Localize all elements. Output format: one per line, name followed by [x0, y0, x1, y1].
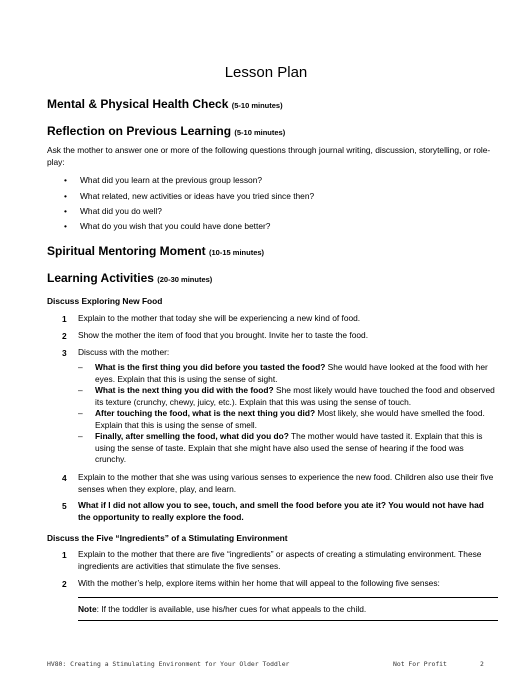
- ingredients-subheading: Discuss the Five “Ingredients” of a Stimulating Environment: [47, 533, 288, 543]
- list-number: 2: [62, 331, 67, 341]
- heading-text: Spiritual Mentoring Moment: [47, 244, 206, 258]
- reflection-bullet: • What related, new activities or ideas have you tried since then?: [80, 190, 314, 202]
- reflection-bullet: • What did you do well?: [80, 205, 162, 217]
- note-label: Note: [78, 604, 97, 614]
- heading-text: Reflection on Previous Learning: [47, 124, 232, 138]
- list-number: 5: [62, 501, 67, 511]
- note-divider-bottom: [78, 620, 498, 621]
- discussion-answer: She would have looked at the food with her eyes. Explain that this is using the sense of sight.: [95, 362, 488, 384]
- duration: (5-10 minutes): [234, 128, 286, 137]
- spiritual-heading: [47, 244, 264, 258]
- discussion-question: What is the first thing you did before you tasted the food?: [95, 362, 326, 372]
- duration: (20-30 minutes): [157, 275, 213, 284]
- list-number: 1: [62, 314, 67, 324]
- reflection-intro: Ask the mother to answer one or more of the following questions through journal writing, discussion, storytelling, or role-play:: [47, 145, 491, 167]
- discussion-question: Finally, after smelling the food, what did you do?: [95, 431, 289, 441]
- list-item: Explain to the mother that she was using various senses to experience the new food. Children also use their five senses when they explore, play, and learn.: [78, 472, 494, 494]
- dash-marker: –: [78, 431, 83, 441]
- list-number: 1: [62, 550, 67, 560]
- page-title: Lesson Plan: [224, 64, 308, 81]
- discussion-answer: Most likely, she would have smelled the food. Explain that this is using the sense of smell.: [95, 408, 485, 430]
- duration: (5-10 minutes): [231, 101, 283, 110]
- list-item: Show the mother the item of food that you brought. Invite her to taste the food.: [78, 330, 369, 340]
- discussion-point: [95, 408, 497, 431]
- list-item: Explain to the mother that there are five “ingredients” or aspects of creating a stimulating environment. These ingredients are activities that stimulate the five senses.: [78, 549, 482, 571]
- list-item: Explain to the mother that today she will be experiencing a new kind of food.: [78, 313, 361, 323]
- dash-marker: –: [78, 408, 83, 418]
- heading-text: Mental & Physical Health Check: [47, 97, 229, 111]
- footer-notice: Not For Profit: [393, 660, 447, 668]
- reflection-heading: [47, 124, 285, 138]
- list-number: 2: [62, 579, 67, 589]
- reflection-bullet: • What do you wish that you could have done better?: [80, 220, 270, 232]
- note-divider-top: [78, 597, 498, 598]
- duration: (10-15 minutes): [209, 248, 265, 257]
- discussion-question: After touching the food, what is the next thing you did?: [95, 408, 316, 418]
- discussion-point: [95, 385, 497, 408]
- dash-marker: –: [78, 362, 83, 372]
- page-number: 2: [480, 660, 484, 668]
- discussion-point: [95, 431, 497, 466]
- note-text: : If the toddler is available, use his/her cues for what appeals to the child.: [96, 604, 367, 614]
- note-box: [78, 604, 366, 614]
- list-item: With the mother’s help, explore items within her home that will appeal to the following five senses:: [78, 578, 440, 588]
- discussion-point: [95, 362, 497, 385]
- list-number: 4: [62, 473, 67, 483]
- discussion-answer: The mother would have tasted it. Explain that this is using the sense of taste. Explain that she might have also used the sense of hearing if the food was crunchy.: [95, 431, 483, 464]
- discussion-question: What is the next thing you did with the food?: [95, 385, 274, 395]
- health-check-heading: [47, 97, 283, 111]
- list-number: 3: [62, 348, 67, 358]
- list-item: Discuss with the mother:: [78, 347, 170, 357]
- reflection-bullet: • What did you learn at the previous group lesson?: [80, 174, 262, 186]
- dash-marker: –: [78, 385, 83, 395]
- learning-heading: [47, 271, 212, 285]
- discussion-answer: She most likely would have touched the food and observed its texture (crunchy, chewy, juicy, etc.). Explain that this was using the sense of touch.: [95, 385, 495, 407]
- footer-title: HV80: Creating a Stimulating Environment for Your Older Toddler: [47, 660, 290, 668]
- food-subheading: Discuss Exploring New Food: [47, 296, 163, 306]
- heading-text: Learning Activities: [47, 271, 154, 285]
- list-item: What if I did not allow you to see, touch, and smell the food before you ate it? You would not have had the opportunity to really explore the food.: [78, 500, 484, 522]
